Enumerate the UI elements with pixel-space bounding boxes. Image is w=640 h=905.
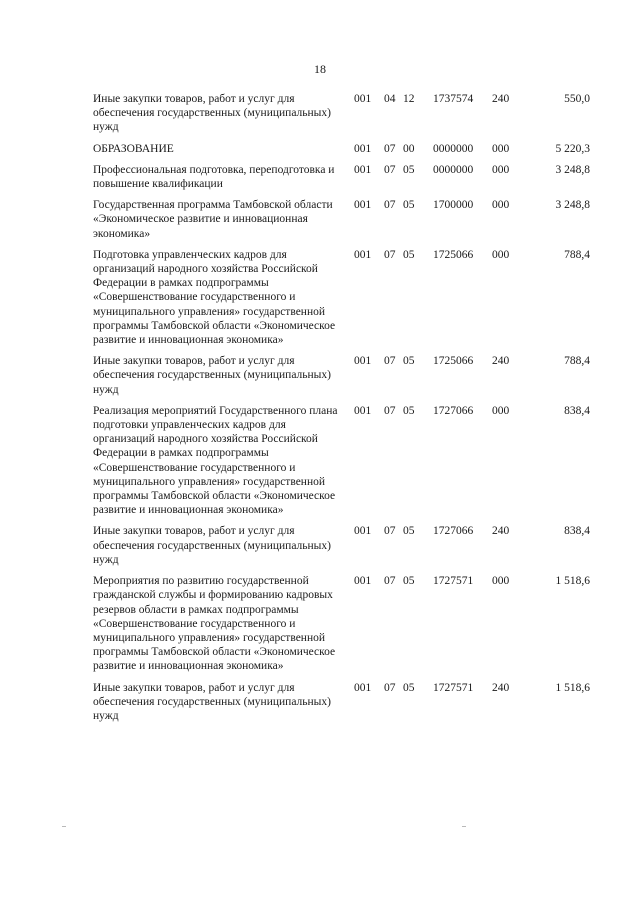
table-row	[0, 354, 640, 397]
section-code: 07	[384, 248, 396, 261]
department-code: 001	[354, 681, 372, 694]
row-description: Государственная программа Тамбовской области «Экономическое развитие и инновационная экономика»	[93, 199, 333, 240]
section-code: 07	[384, 355, 396, 368]
amount: 1 518,6	[555, 575, 590, 588]
row-description: Реализация мероприятий Государственного плана подготовки управленческих кадров для организаций народного хозяйства Российской Федерации в рамках подпрограммы «Совершенствование государственного и муниципального управления» государственной программы Тамбовской области «Экономическое развитие и инновационная экономика»	[93, 404, 338, 517]
department-code: 001	[354, 199, 372, 212]
department-code: 001	[354, 163, 372, 176]
subsection-code: 00	[403, 142, 415, 155]
department-code: 001	[354, 142, 372, 155]
section-code: 07	[384, 163, 396, 176]
amount: 838,4	[564, 404, 590, 417]
expense-type-code: 240	[492, 93, 510, 105]
table-row	[0, 248, 640, 347]
expense-type-code: 000	[492, 404, 510, 417]
section-code: 07	[384, 575, 396, 588]
row-description: Иные закупки товаров, работ и услуг для обеспечения государственных (муниципальных) нужд	[93, 355, 331, 396]
scan-artifact-mark	[462, 826, 466, 827]
expense-type-code: 240	[492, 525, 510, 538]
table-row	[0, 404, 640, 518]
target-article-code: 1727571	[433, 575, 474, 588]
section-code: 07	[384, 199, 396, 212]
table-row	[0, 198, 640, 241]
expense-type-code: 000	[492, 199, 510, 212]
expense-type-code: 000	[492, 575, 510, 588]
table-row	[0, 142, 640, 156]
section-code: 04	[384, 93, 396, 105]
amount: 838,4	[564, 525, 590, 538]
row-description: ОБРАЗОВАНИЕ	[93, 142, 174, 155]
amount: 3 248,8	[555, 163, 590, 176]
subsection-code: 05	[403, 575, 415, 588]
target-article-code: 0000000	[433, 163, 474, 176]
row-description: Иные закупки товаров, работ и услуг для обеспечения государственных (муниципальных) нужд	[93, 93, 331, 134]
department-code: 001	[354, 355, 372, 368]
amount: 788,4	[564, 355, 590, 368]
section-code: 07	[384, 681, 396, 694]
table-row	[0, 574, 640, 673]
expense-type-code: 000	[492, 248, 510, 261]
page-number: 18	[314, 62, 326, 76]
section-code: 07	[384, 525, 396, 538]
subsection-code: 05	[403, 404, 415, 417]
target-article-code: 1725066	[433, 248, 474, 261]
row-description: Подготовка управленческих кадров для организаций народного хозяйства Российской Федерации в рамках подпрограммы «Совершенствование государственного и муниципального управления» государственной программы Тамбовской области «Экономическое развитие и инновационная экономика»	[93, 248, 336, 347]
expense-type-code: 000	[492, 163, 510, 176]
row-description: Мероприятия по развитию государственной гражданской службы и формированию кадровых резервов области в рамках подпрограммы «Совершенствование государственного и муниципального управления» государственной программы Тамбовской области «Экономическое развитие и инновационная экономика»	[93, 575, 336, 673]
table-row	[0, 524, 640, 567]
subsection-code: 05	[403, 681, 415, 694]
subsection-code: 05	[403, 525, 415, 538]
row-description: Иные закупки товаров, работ и услуг для обеспечения государственных (муниципальных) нужд	[93, 525, 331, 566]
department-code: 001	[354, 93, 372, 105]
department-code: 001	[354, 248, 372, 261]
expense-type-code: 240	[492, 681, 510, 694]
subsection-code: 05	[403, 163, 415, 176]
scan-artifact-mark	[62, 826, 66, 827]
target-article-code: 1727066	[433, 404, 474, 417]
target-article-code: 1700000	[433, 199, 474, 212]
section-code: 07	[384, 142, 396, 155]
table-row	[0, 163, 640, 191]
table-row	[0, 92, 640, 135]
subsection-code: 05	[403, 248, 415, 261]
target-article-code: 0000000	[433, 142, 474, 155]
department-code: 001	[354, 575, 372, 588]
amount: 1 518,6	[555, 681, 590, 694]
section-code: 07	[384, 404, 396, 417]
department-code: 001	[354, 525, 372, 538]
row-description: Профессиональная подготовка, переподготовка и повышение квалификации	[93, 163, 335, 191]
expense-type-code: 000	[492, 142, 510, 155]
amount: 3 248,8	[555, 199, 590, 212]
row-description: Иные закупки товаров, работ и услуг для обеспечения государственных (муниципальных) нужд	[93, 681, 331, 722]
target-article-code: 1737574	[433, 93, 474, 105]
subsection-code: 12	[403, 93, 415, 105]
table-row	[0, 681, 640, 724]
target-article-code: 1727571	[433, 681, 474, 694]
target-article-code: 1725066	[433, 355, 474, 368]
amount: 5 220,3	[555, 142, 590, 155]
department-code: 001	[354, 404, 372, 417]
subsection-code: 05	[403, 199, 415, 212]
target-article-code: 1727066	[433, 525, 474, 538]
budget-table	[0, 92, 640, 730]
expense-type-code: 240	[492, 355, 510, 368]
amount: 550,0	[564, 93, 590, 105]
subsection-code: 05	[403, 355, 415, 368]
amount: 788,4	[564, 248, 590, 261]
